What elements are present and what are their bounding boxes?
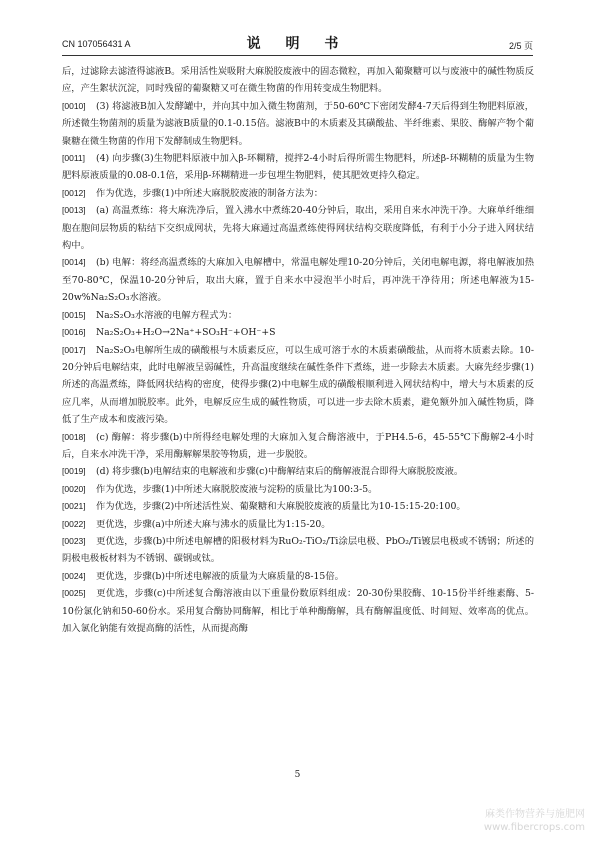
- paragraph-text: Na₂S₂O₃水溶液的电解方程式为：: [96, 309, 238, 321]
- document-title: 说 明 书: [246, 36, 349, 52]
- paragraph-number: [0020]: [62, 483, 86, 494]
- paragraph: [62, 429, 534, 464]
- paragraph-text: (b) 电解：将经高温煮练的大麻加入电解槽中，常温电解处理10-20分钟后，关闭电解电源，将电解液加热至70-80℃，保温10-20分钟后，取出大麻，置于自来水中浸泡半小时后，再冲洗干净待用；所述电解液为15-20w%Na₂S₂O₃水溶液。: [62, 257, 534, 304]
- paragraph: [62, 516, 534, 533]
- paragraph-text: (a) 高温煮练：将大麻洗净后，置入沸水中煮练20-40分钟后，取出，采用自来水冲洗干净。大麻单纤维细胞在胞间层物质的粘结下交织成网状，先将大麻通过高温煮练使得网状结构交联度降低，有利于小分子进入网状结构中。: [62, 205, 534, 252]
- paragraph: [62, 533, 534, 568]
- paragraph-text: 作为优选，步骤(2)中所述活性炭、葡聚糖和大麻脱胶废液的质量比为10-15:15-20:100。: [96, 501, 466, 513]
- paragraph-number: [0017]: [62, 344, 86, 355]
- paragraph-number: [0016]: [62, 327, 86, 338]
- chemical-equation: Na₂S₂O₃+H₂O→2Na⁺+SO₃H⁻+OH⁻+S: [96, 327, 276, 339]
- paragraph: [62, 498, 534, 515]
- paragraph: [62, 585, 534, 637]
- paragraph-text: (d) 将步骤(b)电解结束的电解液和步骤(c)中酶解结束后的酶解液混合即得大麻脱胶废液。: [96, 466, 464, 478]
- paragraph-text: 更优选，步骤(c)中所述复合酶溶液由以下重量份数原料组成：20-30份果胶酶、10-15份半纤维素酶、5-10份氯化钠和50-60份水。采用复合酶协同酶解，相比于单种酶酶解，具有酶解温度低、时间短、效率高的优点。加入氯化钠能有效提高酶的活性，从而提高酶: [62, 588, 534, 634]
- paragraph-number: [0015]: [62, 309, 86, 320]
- paragraph-number: [0010]: [62, 100, 86, 111]
- header-rule: [62, 55, 533, 56]
- paragraph-text: 更优选，步骤(b)中所述电解液的质量为大麻质量的8-15倍。: [96, 570, 344, 582]
- paragraph-text: 后，过滤除去滤渣得滤液B。采用活性炭吸附大麻脱胶废液中的固态微粒，再加入葡聚糖可以与废液中的碱性物质反应，产生絮状沉淀，同时残留的葡聚糖又可在微生物菌的作用转变成生物肥料。: [62, 66, 534, 95]
- paragraph-number: [0014]: [62, 257, 86, 268]
- paragraph: [62, 568, 534, 585]
- paragraph: [62, 463, 534, 480]
- paragraph: [62, 150, 534, 185]
- paragraph: [62, 481, 534, 498]
- paragraph-text: Na₂S₂O₃电解所生成的磺酸根与木质素反应，可以生成可溶于水的木质素磺酸盐，从而将木质素去除。10-20分钟后电解结束，此时电解液呈弱碱性，升高温度继续在碱性条件下煮练，进一步除去木质素。大麻先经步骤(1)所述的高温煮练，降低网状结构的密度，使得步骤(2)中电解生成的磺酸根顺利进入网状结构中，增大与木质素的反应几率，从而增加脱胶率。此外，电解反应生成的碱性物质，可以进一步去除木质素，避免额外加入碱性物质，降低了生产成本和废液污染。: [62, 344, 534, 426]
- paragraph-number: [0018]: [62, 431, 86, 442]
- paragraph-number: [0013]: [62, 205, 86, 216]
- page-header: [62, 33, 533, 55]
- paragraph: [62, 342, 534, 429]
- paragraph-number: [0011]: [62, 153, 86, 164]
- paragraph-number: [0023]: [62, 535, 86, 546]
- paragraph: [62, 307, 534, 324]
- document-body: [62, 63, 534, 637]
- paragraph-number: [0012]: [62, 187, 86, 198]
- paragraph-text: (4) 向步骤(3)生物肥料原液中加入β-环糊精，搅拌2-4小时后得所需生物肥料，所述β-环糊精的质量为生物肥料原液质量的0.08-0.1倍，采用β-环糊精进一步包埋生物肥料，使其肥效更持久稳定。: [62, 153, 534, 182]
- watermark-url: www.fibercrops.com: [483, 822, 585, 833]
- page-indicator: 2/5 页: [508, 41, 533, 51]
- paragraph: [62, 185, 534, 202]
- page-number: 5: [294, 770, 301, 780]
- paragraph-text: 作为优选，步骤(1)中所述大麻脱胶废液与淀粉的质量比为100:3-5。: [96, 483, 378, 495]
- paragraph-number: [0021]: [62, 501, 86, 512]
- publication-number: CN 107056431 A: [62, 39, 131, 49]
- paragraph-number: [0025]: [62, 588, 86, 599]
- paragraph-text: 更优选，步骤(b)中所述电解槽的阳极材料为RuO₂-TiO₂/Ti涂层电极、PbO₂/Ti镀层电极或不锈钢；所述的阴极电极板材料为不锈钢、碳钢或钛。: [62, 535, 534, 565]
- site-watermark: [484, 808, 585, 834]
- paragraph-number: [0019]: [62, 466, 86, 477]
- watermark-title: 麻类作物营养与施肥网: [485, 809, 585, 820]
- paragraph: [62, 324, 534, 341]
- paragraph: [62, 254, 534, 306]
- paragraph-number: [0024]: [62, 570, 86, 581]
- paragraph: [62, 202, 534, 254]
- paragraph-number: [0022]: [62, 518, 86, 529]
- paragraph: [62, 63, 534, 98]
- paragraph-text: (c) 酶解：将步骤(b)中所得经电解处理的大麻加入复合酶溶液中，于PH4.5-6，45-55℃下酶解2-4小时后，自来水冲洗干净，采用酶解解果胶等物质，进一步脱胶。: [62, 431, 534, 460]
- paragraph-text: 更优选，步骤(a)中所述大麻与沸水的质量比为1:15-20。: [96, 518, 331, 530]
- paragraph-text: 作为优选，步骤(1)中所述大麻脱胶废液的制备方法为：: [96, 187, 323, 199]
- paragraph-text: (3) 将滤液B加入发酵罐中，并向其中加入微生物菌剂，于50-60℃下密闭发酵4-7天后得到生物肥料原液，所述微生物菌剂的质量为滤液B质量的0.1-0.15倍。滤液B中的木质素及其磺酸盐、半纤维素、果胶、酶解产物个葡聚糖在微生物菌的作用下发酵制成生物肥料。: [62, 100, 534, 147]
- paragraph: [62, 98, 534, 150]
